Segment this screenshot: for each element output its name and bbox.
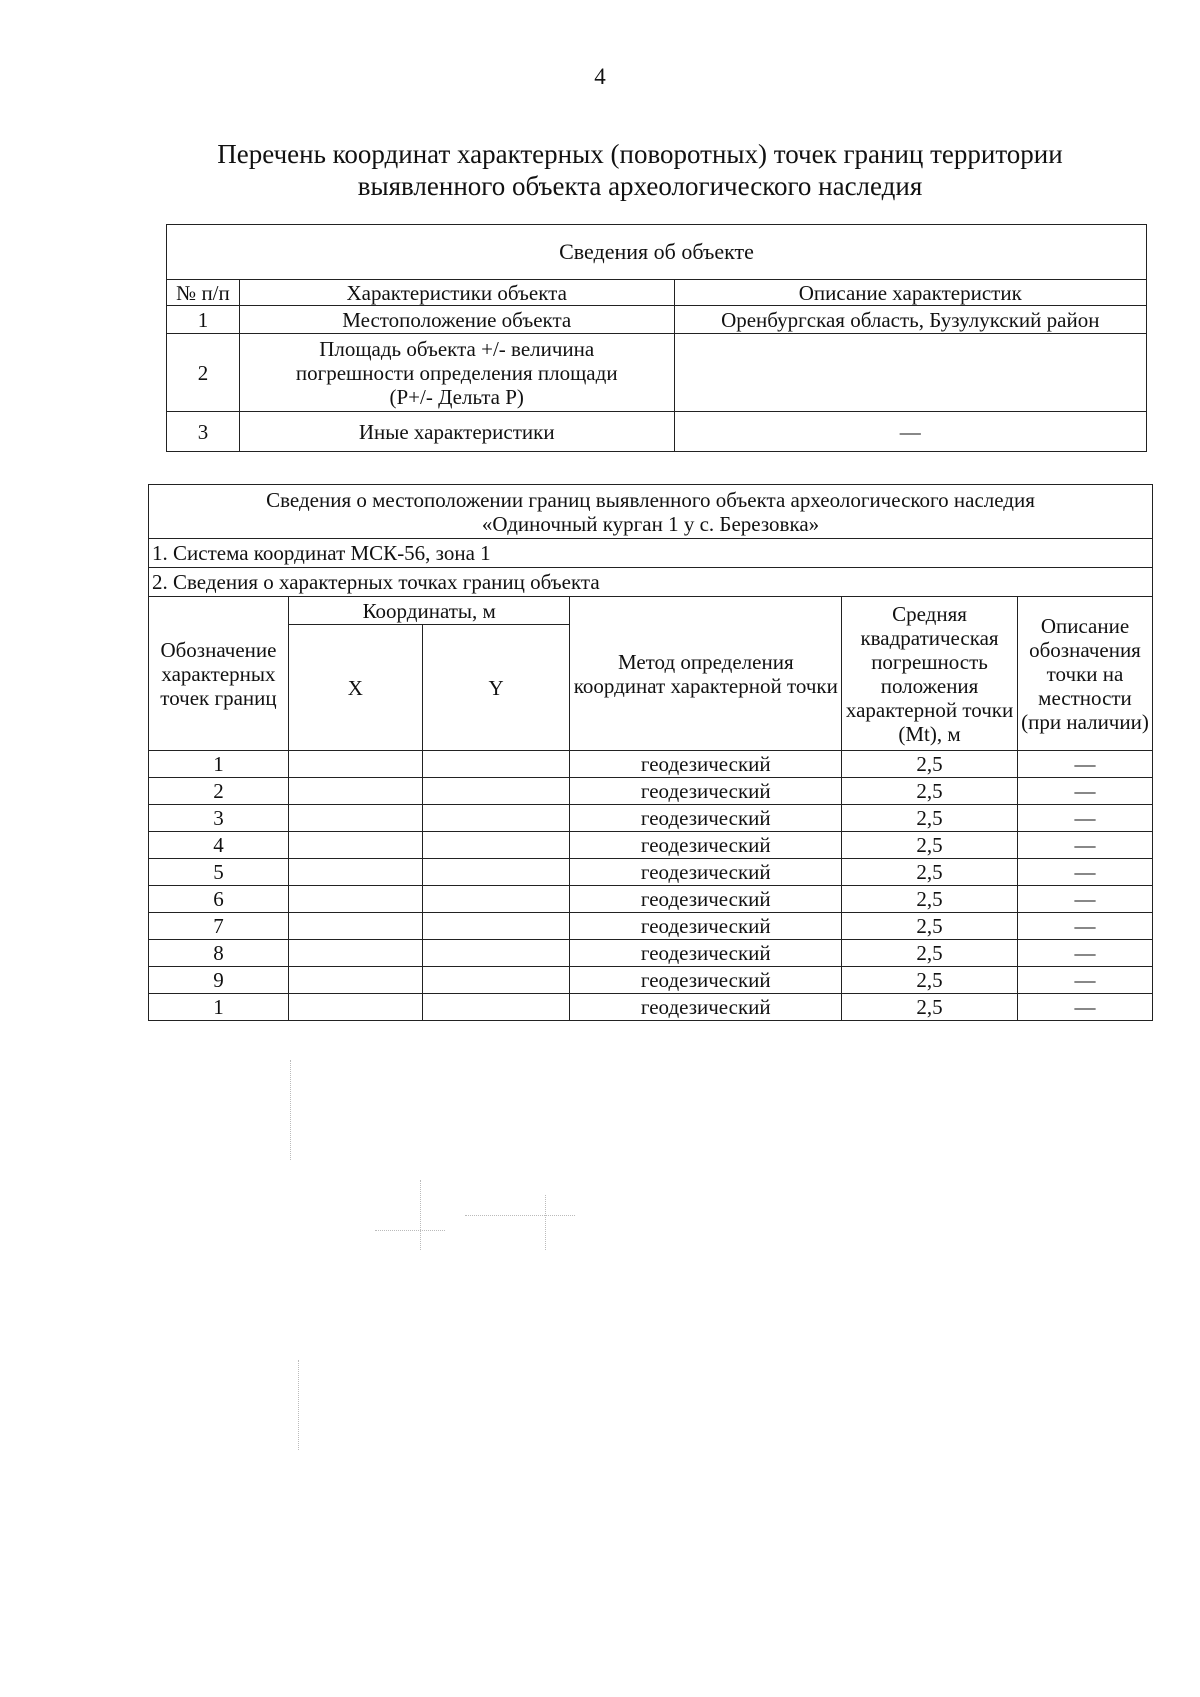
object-info-table bbox=[166, 224, 1147, 452]
method-cell: геодезический bbox=[570, 994, 842, 1021]
row-char-line: Площадь объекта +/- величина bbox=[319, 336, 595, 361]
error-cell: 2,5 bbox=[842, 751, 1018, 778]
col-desc-header: Описание характеристик bbox=[674, 280, 1147, 306]
desc-cell: — bbox=[1017, 805, 1152, 832]
desc-cell: — bbox=[1017, 886, 1152, 913]
table-row bbox=[149, 967, 1153, 994]
coordinate-system-row: 1. Система координат МСК-56, зона 1 bbox=[149, 539, 1153, 568]
table-row bbox=[149, 994, 1153, 1021]
col-desc-header: Описание обозначения точки на местности (при наличии) bbox=[1017, 597, 1152, 751]
table-row bbox=[149, 778, 1153, 805]
table-row bbox=[149, 859, 1153, 886]
method-cell: геодезический bbox=[570, 913, 842, 940]
table-row bbox=[149, 913, 1153, 940]
col-coords-header: Координаты, м bbox=[288, 597, 570, 625]
scan-artifact bbox=[465, 1215, 575, 1216]
row-char-line: (Р+/- Дельта Р) bbox=[389, 384, 524, 409]
y-cell bbox=[422, 805, 570, 832]
col-x-header: X bbox=[288, 625, 422, 751]
table-row bbox=[149, 751, 1153, 778]
y-cell bbox=[422, 886, 570, 913]
y-cell bbox=[422, 859, 570, 886]
error-cell: 2,5 bbox=[842, 940, 1018, 967]
col-num-header: № п/п bbox=[167, 280, 240, 306]
scan-artifact bbox=[420, 1180, 421, 1250]
object-table-header: Сведения об объекте bbox=[167, 225, 1147, 280]
boundary-header-line: Сведения о местоположении границ выявленного объекта археологического наследия bbox=[266, 487, 1035, 512]
y-cell bbox=[422, 940, 570, 967]
point-cell: 1 bbox=[149, 751, 289, 778]
scan-artifact bbox=[298, 1360, 299, 1450]
error-cell: 2,5 bbox=[842, 859, 1018, 886]
row-char bbox=[239, 334, 674, 412]
desc-cell: — bbox=[1017, 778, 1152, 805]
row-char-line: погрешности определения площади bbox=[295, 360, 618, 385]
x-cell bbox=[288, 859, 422, 886]
col-char-header: Характеристики объекта bbox=[239, 280, 674, 306]
col-error-header: Средняя квадратическая погрешность положения характерной точки (Mt), м bbox=[842, 597, 1018, 751]
boundary-table-header bbox=[149, 485, 1153, 539]
error-cell: 2,5 bbox=[842, 778, 1018, 805]
y-cell bbox=[422, 751, 570, 778]
x-cell bbox=[288, 832, 422, 859]
error-cell: 2,5 bbox=[842, 886, 1018, 913]
x-cell bbox=[288, 994, 422, 1021]
table-row bbox=[149, 940, 1153, 967]
y-cell bbox=[422, 994, 570, 1021]
point-cell: 4 bbox=[149, 832, 289, 859]
document-title bbox=[140, 138, 1140, 202]
desc-cell: — bbox=[1017, 913, 1152, 940]
method-cell: геодезический bbox=[570, 940, 842, 967]
row-num: 2 bbox=[167, 334, 240, 412]
x-cell bbox=[288, 967, 422, 994]
row-desc: — bbox=[674, 412, 1147, 452]
point-cell: 3 bbox=[149, 805, 289, 832]
row-desc: Оренбургская область, Бузулукский район bbox=[674, 306, 1147, 334]
method-cell: геодезический bbox=[570, 778, 842, 805]
col-method-header: Метод определения координат характерной точки bbox=[570, 597, 842, 751]
scan-artifact bbox=[545, 1195, 546, 1250]
desc-cell: — bbox=[1017, 940, 1152, 967]
row-desc bbox=[674, 334, 1147, 412]
error-cell: 2,5 bbox=[842, 913, 1018, 940]
point-cell: 7 bbox=[149, 913, 289, 940]
x-cell bbox=[288, 805, 422, 832]
point-cell: 9 bbox=[149, 967, 289, 994]
y-cell bbox=[422, 832, 570, 859]
x-cell bbox=[288, 886, 422, 913]
row-char: Иные характеристики bbox=[239, 412, 674, 452]
method-cell: геодезический bbox=[570, 967, 842, 994]
row-num: 3 bbox=[167, 412, 240, 452]
method-cell: геодезический bbox=[570, 832, 842, 859]
x-cell bbox=[288, 778, 422, 805]
boundary-header-line: «Одиночный курган 1 у с. Березовка» bbox=[481, 511, 820, 536]
error-cell: 2,5 bbox=[842, 805, 1018, 832]
x-cell bbox=[288, 940, 422, 967]
title-line-2: выявленного объекта археологического наследия bbox=[357, 171, 923, 201]
point-cell: 5 bbox=[149, 859, 289, 886]
x-cell bbox=[288, 751, 422, 778]
table-row bbox=[149, 886, 1153, 913]
error-cell: 2,5 bbox=[842, 994, 1018, 1021]
point-cell: 1 bbox=[149, 994, 289, 1021]
desc-cell: — bbox=[1017, 967, 1152, 994]
point-cell: 6 bbox=[149, 886, 289, 913]
table-row bbox=[149, 805, 1153, 832]
method-cell: геодезический bbox=[570, 859, 842, 886]
method-cell: геодезический bbox=[570, 751, 842, 778]
desc-cell: — bbox=[1017, 832, 1152, 859]
desc-cell: — bbox=[1017, 751, 1152, 778]
y-cell bbox=[422, 967, 570, 994]
desc-cell: — bbox=[1017, 994, 1152, 1021]
point-cell: 2 bbox=[149, 778, 289, 805]
error-cell: 2,5 bbox=[842, 967, 1018, 994]
method-cell: геодезический bbox=[570, 805, 842, 832]
error-cell: 2,5 bbox=[842, 832, 1018, 859]
row-char: Местоположение объекта bbox=[239, 306, 674, 334]
col-y-header: Y bbox=[422, 625, 570, 751]
col-point-header: Обозначение характерных точек границ bbox=[149, 597, 289, 751]
method-cell: геодезический bbox=[570, 886, 842, 913]
y-cell bbox=[422, 778, 570, 805]
x-cell bbox=[288, 913, 422, 940]
page-number: 4 bbox=[594, 64, 606, 89]
y-cell bbox=[422, 913, 570, 940]
points-section-row: 2. Сведения о характерных точках границ объекта bbox=[149, 568, 1153, 597]
scan-artifact bbox=[290, 1060, 291, 1160]
boundary-info-table bbox=[148, 484, 1153, 1021]
table-row bbox=[149, 832, 1153, 859]
scan-artifact bbox=[375, 1230, 445, 1231]
title-line-1: Перечень координат характерных (поворотных) точек границ территории bbox=[217, 139, 1063, 169]
point-cell: 8 bbox=[149, 940, 289, 967]
row-num: 1 bbox=[167, 306, 240, 334]
desc-cell: — bbox=[1017, 859, 1152, 886]
